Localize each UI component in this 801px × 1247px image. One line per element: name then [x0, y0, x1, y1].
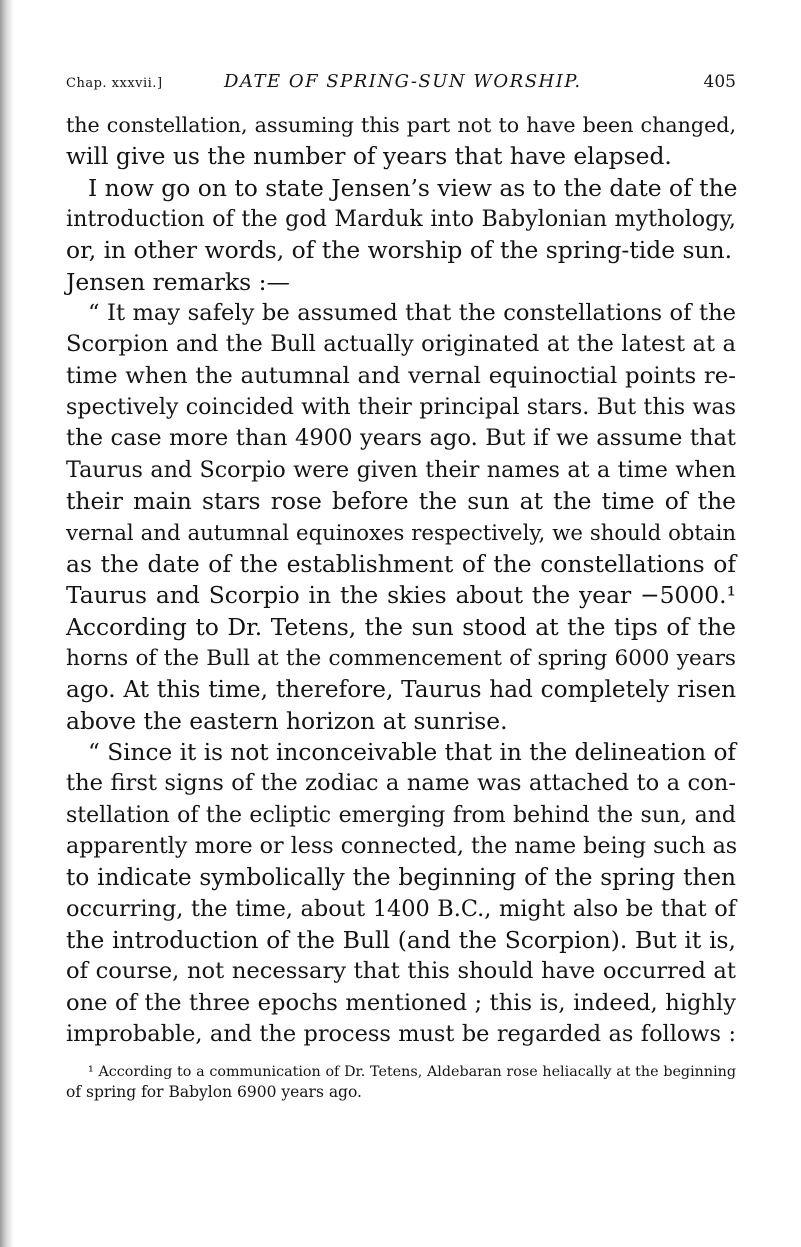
- footnote-line: ¹ According to a communication of Dr. Tetens, Aldebaran rose heliacally at the beginning: [88, 1064, 736, 1081]
- footnote-line: of spring for Babylon 6900 years ago.: [66, 1083, 362, 1102]
- running-header: [66, 68, 736, 96]
- page-content: [66, 68, 736, 1102]
- text-line: “ Since it is not inconceivable that in the delineation of: [88, 738, 736, 766]
- footnotes: [66, 1062, 736, 1102]
- chapter-label: Chap. xxxvii.]: [66, 76, 163, 91]
- running-title: DATE OF SPRING-SUN WORSHIP.: [224, 71, 582, 92]
- text-line: will give us the number of years that have elapsed.: [66, 142, 672, 171]
- binding-shadow: [0, 0, 14, 1247]
- text-line: Taurus and Scorpio in the skies about the year −5000.¹: [66, 581, 736, 610]
- text-line: time when the autumnal and vernal equinoctial points re-: [66, 362, 736, 389]
- text-line: I now go on to state Jensen’s view as to the date of the: [88, 173, 738, 202]
- text-line: to indicate symbolically the beginning of the spring then: [66, 864, 736, 892]
- text-line: the first signs of the zodiac a name was attached to a con-: [66, 770, 736, 797]
- text-line: According to Dr. Tetens, the sun stood at the tips of the: [66, 612, 736, 641]
- text-line: of course, not necessary that this should have occurred at: [66, 958, 736, 985]
- text-line: horns of the Bull at the commencement of spring 6000 years: [66, 645, 736, 671]
- text-line: the constellation, assuming this part not to have been changed,: [66, 113, 736, 137]
- body-text: [66, 110, 736, 1050]
- text-line: stellation of the ecliptic emerging from behind the sun, and: [66, 802, 736, 828]
- text-line: the introduction of the Bull (and the Scorpion). But it is,: [66, 925, 736, 954]
- text-line: vernal and autumnal equinoxes respectively, we should obtain: [66, 520, 736, 546]
- text-line: the case more than 4900 years ago. But if we assume that: [66, 425, 736, 452]
- text-line: occurring, the time, about 1400 B.C., might also be that of: [66, 895, 736, 922]
- text-line: apparently more or less connected, the name being such as: [66, 832, 738, 859]
- text-line: above the eastern horizon at sunrise.: [66, 706, 508, 735]
- text-line: as the date of the establishment of the constellations of: [66, 549, 736, 578]
- text-line: improbable, and the process must be regarded as follows :: [66, 1020, 736, 1047]
- text-line: “ It may safely be assumed that the constellations of the: [88, 300, 736, 327]
- text-line: Taurus and Scorpio were given their names at a time when: [66, 456, 736, 483]
- page-number: 405: [703, 72, 736, 92]
- text-line: their main stars rose before the sun at the time of the: [66, 487, 736, 516]
- text-line: introduction of the god Marduk into Babylonian mythology,: [66, 206, 736, 233]
- text-line: spectively coincided with their principal stars. But this was: [66, 394, 736, 421]
- text-line: or, in other words, of the worship of the spring-tide sun.: [66, 236, 733, 265]
- text-line: Jensen remarks :—: [66, 267, 290, 296]
- text-line: one of the three epochs mentioned ; this is, indeed, highly: [66, 989, 736, 1016]
- text-line: Scorpion and the Bull actually originated at the latest at a: [66, 331, 736, 358]
- text-line: ago. At this time, therefore, Taurus had completely risen: [66, 676, 736, 704]
